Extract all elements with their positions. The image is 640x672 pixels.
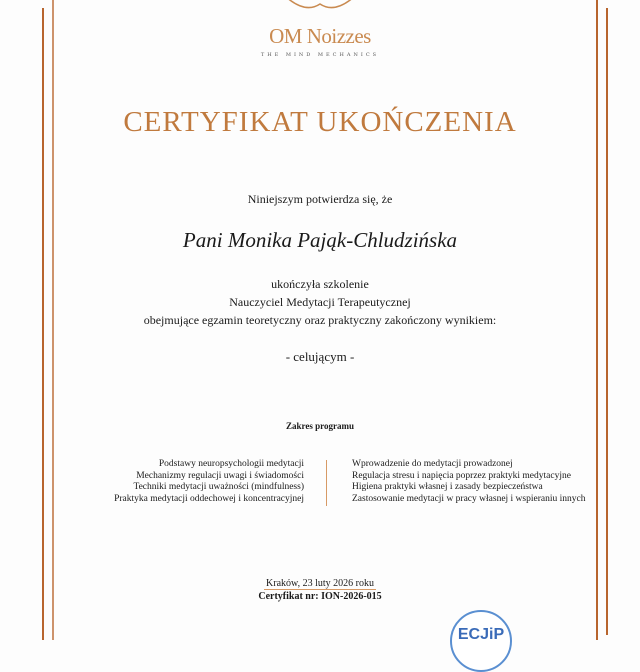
place-date-text: Kraków, 23 luty 2026 roku (266, 578, 374, 589)
course-name: Nauczyciel Medytacji Terapeutycznej (229, 295, 411, 309)
column-divider (326, 460, 327, 506)
list-item: Wprowadzenie do medytacji prowadzonej (352, 459, 513, 469)
intro-text: Niniejszym potwierdza się, że (247, 192, 393, 206)
program-left-list (114, 459, 304, 505)
body-line: ukończyła szkolenie (271, 277, 369, 291)
lotus-logo-icon (280, 0, 360, 16)
list-item: Podstawy neuropsychologii medytacji (158, 459, 304, 469)
quality-seal (450, 610, 512, 672)
program-right-list (352, 459, 585, 505)
certificate-title: CERTYFIKAT UKOŃCZENIA (123, 106, 517, 138)
list-item: Techniki medytacji uważności (mindfulness) (133, 482, 304, 492)
brand-name: OM Noizzes (269, 24, 371, 48)
program-heading: Zakres programu (286, 421, 354, 431)
list-item: Higiena praktyki własnej i zasady bezpieczeństwa (352, 482, 543, 492)
body-line: obejmujące egzamin teoretyczny oraz praktyczny zakończony wynikiem: (143, 313, 497, 327)
recipient-name: Pani Monika Pająk-Chludzińska (182, 228, 458, 252)
seal-text: ECJiP (457, 626, 505, 643)
list-item: Regulacja stresu i napięcia poprzez praktyki medytacyjne (352, 470, 571, 481)
grade: - celującym - (285, 349, 355, 364)
certificate-number: Certyfikat nr: ION-2026-015 (258, 591, 382, 602)
place-date (0, 578, 640, 589)
list-item: Praktyka medytacji oddechowej i koncentracyjnej (114, 493, 304, 504)
list-item: Mechanizmy regulacji uwagi i świadomości (136, 470, 304, 481)
list-item: Zastosowanie medytacji w pracy własnej i wspieraniu innych (352, 493, 586, 504)
brand-tagline: THE MIND MECHANICS (260, 52, 380, 58)
